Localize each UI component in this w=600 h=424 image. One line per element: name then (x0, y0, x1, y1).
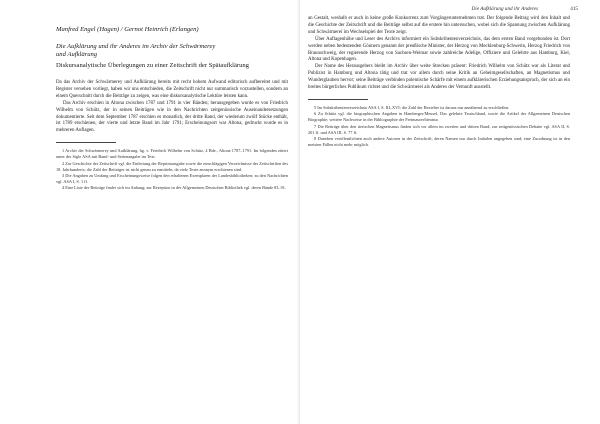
article-title-line2: und Aufklärung (56, 51, 98, 58)
footnote: 6 Zu Schütz vgl. die biographischen Angaben in Hamberger/Meusel, Das gelehrte Teutschland, sowie die Artikel der Allgemeinen Deutschen Biographie; weitere Nachweise in der Bibliographie der Freimaurerliteratur. (308, 111, 570, 123)
footnote: 7 Die Beiträge über den tierischen Magnetismus finden sich vor allem im zweiten und dritten Band; zur zeitgenössischen Debatte vgl. ASA II, S. 201 ff. und ASA III, S. 77 ff. (308, 123, 570, 135)
article-authors: Manfred Engel (Hagen) / Gernot Heinrich (Erlangen) (56, 26, 199, 33)
article-title (56, 43, 288, 60)
right-footnotes (308, 105, 570, 148)
footnote: 3 Die Angaben zu Umfang und Erscheinungsweise folgen den erhaltenen Exemplaren der Landesbibliotheken; zu den Nachrichten vgl. ASA I, S. 1 ff. (56, 173, 288, 185)
paragraph: Das Archiv erschien in Altona zwischen 1787 und 1791 in vier Bänden; herausgegeben wurde es von Friedrich Wilhelm von Schütz, der in seinen Beiträgen wie in den Nachrichten zeitgenössische Auseinandersetzungen dokumentierte. Seit dem September 1787 erschien es monatlich, der dritte Band, der wiederum zwölf Stücke enthält, ist 1789 erschienen, der vierte und letzte Band im Jahr 1791; Erscheinungsort war Altona, gedruckt wurde es in mehreren Auflagen. (56, 100, 288, 134)
article-title-line1: Die Aufklärung und ihr Anderes im Archiv der Schwärmerey (56, 42, 216, 50)
footnote: 8 Daneben veröffentlichten auch andere Autoren in der Zeitschrift, deren Namen nur durch Initialen angegeben sind; eine Zuordnung ist in den meisten Fällen nicht mehr möglich. (308, 135, 570, 148)
footnote-rule (56, 142, 116, 143)
right-column (308, 16, 570, 148)
left-footnotes (56, 148, 288, 191)
left-column (56, 22, 288, 192)
footnote: 2 Zur Geschichte der Zeitschrift vgl. die Einleitung der Reprintausgabe sowie die einschlägigen Verzeichnisse der Zeitschriften des 18. Jahrhunderts; die Zahl der Beiträger ist nicht genau zu ermitteln, da viele Texte anonym erschienen sind. (56, 160, 288, 172)
right-body-text (308, 16, 570, 92)
footnote: 4 Eine Liste der Beiträge findet sich im Anhang; zur Rezeption in der Allgemeinen Deutschen Bibliothek vgl. deren Bände 83–91. (62, 185, 286, 191)
left-body-text (56, 80, 288, 135)
footnote: 5 Im Subskribentenverzeichnis ASA I, S. III–XVI; die Zahl der Bezieher ist daraus nur annähernd zu erschließen. (314, 104, 510, 110)
article-subtitle: Diskursanalytische Überlegungen zu einer Zeitschrift der Spätaufklärung (56, 61, 249, 69)
footnote-rule (308, 99, 368, 100)
running-head: Die Aufklärung und ihr Anderes (471, 6, 538, 12)
paragraph: Da das Archiv der Schwärmerey und Aufklärung bereits mit recht hohem Aufwand editorisch aufbereitet und mit Register versehen vorliegt, haben wir uns entschieden, die Zeitschrift nicht nur summarisch vorzustellen, sondern an einem Querschnitt durch die Beiträge zu zeigen, was eine diskursanalytische Lektüre leisten kann. (56, 80, 288, 99)
paragraph: Über Auflagenhöhe und Leser des Archivs informiert ein Subskribentenverzeichnis, das dem ersten Band vorgebunden ist. Dort werden neben bedeutenden Gönnern genannt der preußische Minister, der Herzog von Mecklenburg-Schwerin, Herzog Friedrich von Braunschweig, der regierende Herzog von Sachsen-Weimar sowie zahlreiche Adelige, Offiziere und Gelehrte aus Hamburg, Kiel, Altona und Kopenhagen. (308, 36, 570, 63)
footnote: 1 Archiv der Schwärmerey und Aufklärung, hg. v. Friedrich Wilhelm von Schütz, 4 Bde., Altona 1787–1791. Im folgenden zitiert unter der Sigle ASA mit Band- und Seitenangabe im Text. (56, 148, 288, 160)
paragraph: Der Name des Herausgebers bleibt im Archiv über weite Strecken präsent: Friedrich Wilhelm von Schütz war als Literat und Publizist in Hamburg und Altona tätig und trat vor allem durch seine Kritik an Geheimgesellschaften, an Magnetismus und Wunderglauben hervor; seine Beiträge verbinden polemische Schärfe mit einem aufklärerischen Erziehungsanspruch, der sich an ein breites bürgerliches Publikum richtet und die Schwärmerei als Anderes der Vernunft ausstellt. (308, 64, 570, 91)
right-page (300, 0, 600, 424)
page-number: 415 (570, 6, 578, 12)
paragraph: an Gestalt, weshalb er auch in keine große Konkurrenz zum Vorgängerunternehmen trat. Der folgende Beitrag wird den Inhalt und die Geschichte der Zeitschrift und die Beiträge selbst auf die erstere hin untersuchen, wobei sich die Spannung zwischen Aufklärung und Schwärmerei im Wechselspiel der Texte zeigt. (308, 16, 570, 35)
